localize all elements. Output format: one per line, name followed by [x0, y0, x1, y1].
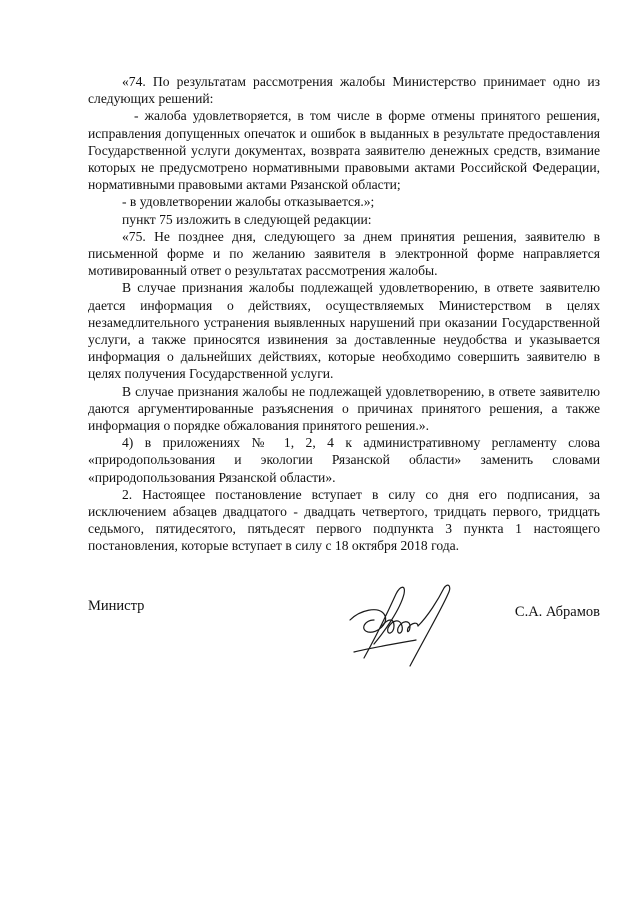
paragraph-74: «74. По результатам рассмотрения жалобы Министерство принимает одно из следующих решений:: [88, 74, 600, 107]
signature-block: [88, 598, 600, 678]
signatory-name: С.А. Абрамов: [514, 604, 600, 620]
paragraph-point-75-intro: пункт 75 изложить в следующей редакции:: [122, 211, 372, 227]
paragraph-74-option-satisfy: - жалоба удовлетворяется, в том числе в форме отмены принятого решения, исправления допущенных опечаток и ошибок в выданных в результате предоставления Государственной услуги документах, возврата заявителю денежных средств, взимание которых не предусмотрено нормативными правовыми актами Российской Федерации, нормативными правовыми актами Рязанской области;: [88, 108, 600, 193]
paragraph-effective-date: 2. Настоящее постановление вступает в силу со дня его подписания, за исключением абзацев двадцатого - двадцать четвертого, тридцать первого, тридцать седьмого, пятидесятого, пятьдесят первого подпункта 3 пункта 1 настоящего постановления, которые вступает в силу с 18 октября 2018 года.: [88, 486, 600, 554]
paragraph-75: «75. Не позднее дня, следующего за днем принятия решения, заявителю в письменной форме и по желанию заявителя в электронной форме направляется мотивированный ответ о результатах рассмотрения жалобы.: [88, 228, 600, 279]
document-body: [88, 73, 600, 555]
paragraph-74-option-refuse: - в удовлетворении жалобы отказывается.»;: [122, 194, 375, 210]
paragraph-annex-replace: 4) в приложениях № 1, 2, 4 к административному регламенту слова «природопользования и экологии Рязанской области» заменить словами «природопользования Рязанской области».: [88, 435, 600, 485]
handwritten-signature: [344, 580, 464, 672]
paragraph-75-not-satisfied: В случае признания жалобы не подлежащей удовлетворению, в ответе заявителю даются аргументированные разъяснения о причинах принятого решения, а также информация о порядке обжалования принятого решения.».: [88, 383, 600, 434]
paragraph-75-satisfied: В случае признания жалобы подлежащей удовлетворению, в ответе заявителю дается информация о действиях, осуществляемых Министерством в целях незамедлительного устранения выявленных нарушений при оказании Государственной услуги, а также приносятся извинения за доставленные неудобства и указывается информация о дальнейших действиях, которые необходимо совершить заявителю в целях получения Государственной услуги.: [88, 280, 600, 382]
signatory-title: Министр: [88, 598, 145, 614]
